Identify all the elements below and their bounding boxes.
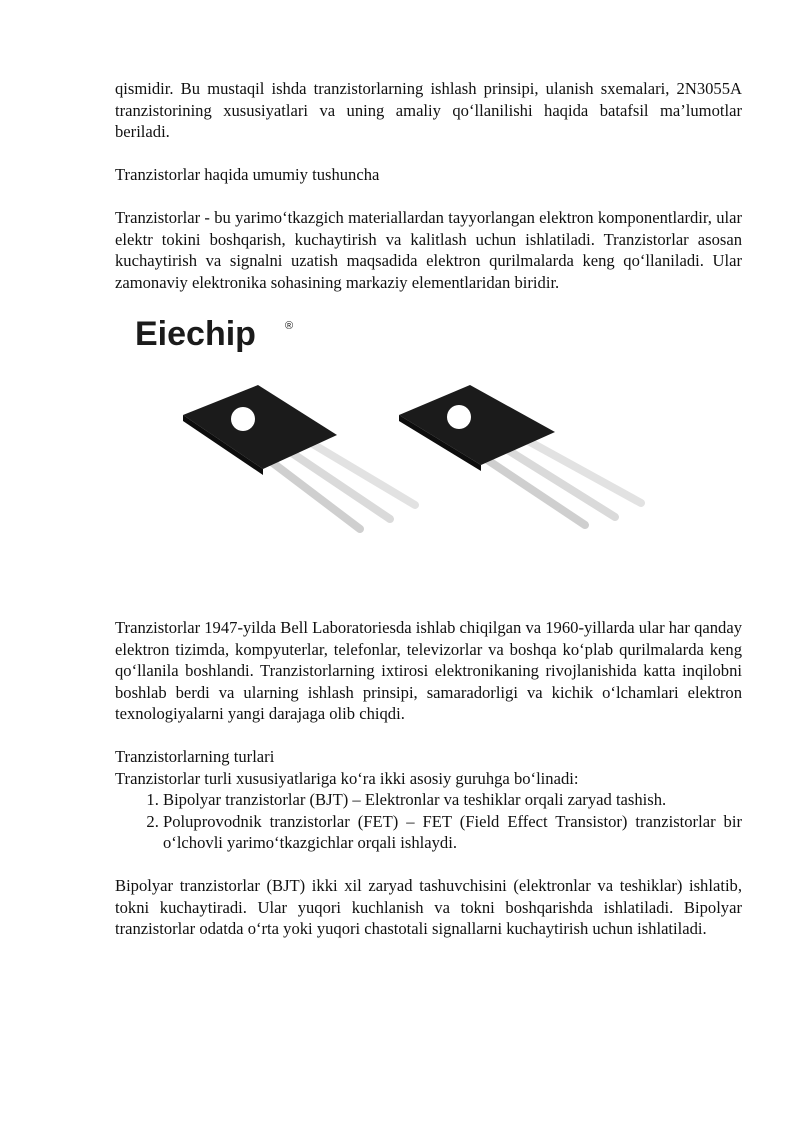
bjt-paragraph: Bipolyar tranzistorlar (BJT) ikki xil zaryad tashuvchisini (elektronlar va teshiklar) ishlatib, tokni kuchaytiradi. Ular yuqori kuchlanish va tokni boshqarishda ishlatiladi. Bipolyar tranzistorlar odatda o‘rta yoki yuqori chastotali signallarni kuchaytirish uchun ishlatiladi. [115, 876, 742, 938]
history-paragraph: Tranzistorlar 1947-yilda Bell Laboratoriesda ishlab chiqilgan va 1960-yillarda ular har qanday elektron tizimda, kompyuterlar, telefonlar, televizorlar va boshqa ko‘plab qurilmalarda keng qo‘llanila boshlandi. Tranzistorlarning ixtirosi elektronikaning rivojlanishida katta inqilobni boshlab berdi va ularning ishlash prinsipi, samaradorligi va kichik o‘lchamlari elektron texnologiyalarni yangi darajaga olib chiqdi. [115, 618, 742, 723]
registered-mark: ® [285, 320, 294, 332]
list-item: 1. Bipolyar tranzistorlar (BJT) – Elektronlar va teshiklar orqali zaryad tashish. [163, 789, 742, 811]
list-item: 2. Poluprovodnik tranzistorlar (FET) – FET (Field Effect Transistor) tranzistorlar bir o‘lchovli yarimo‘tkazgichlar orqali ishlaydi. [163, 811, 742, 854]
transistor-figure [115, 307, 742, 607]
document-page [115, 78, 742, 940]
brand-logo: Eiechip [135, 315, 256, 353]
types-intro: Tranzistorlar turli xususiyatlariga ko‘ra ikki asosiy guruhga bo‘linadi: [115, 768, 579, 788]
section-heading-general: Tranzistorlar haqida umumiy tushuncha [115, 165, 380, 184]
transistor-left-body [183, 385, 337, 475]
transistor-right-body [399, 385, 555, 471]
types-list [115, 789, 742, 854]
transistor-photo [115, 307, 742, 607]
definition-paragraph: Tranzistorlar - bu yarimo‘tkazgich materiallardan tayyorlangan elektron komponentlardir, ular elektr tokini boshqarish, kuchaytirish va kalitlash uchun ishlatiladi. Tranzistorlar asosan kuchaytirish va signalni uzatish maqsadida elektron qurilmalarda keng qo‘llaniladi. Ular zamonaviy elektronika sohasining markaziy elementlaridan biridir. [115, 208, 742, 292]
intro-paragraph: qismidir. Bu mustaqil ishda tranzistorlarning ishlash prinsipi, ulanish sxemalari, 2N3055A tranzistorining xususiyatlari va uning amaliy qo‘llanilishi haqida batafsil ma’lumotlar beriladi. [115, 79, 742, 141]
section-heading-types: Tranzistorlarning turlari [115, 747, 275, 766]
